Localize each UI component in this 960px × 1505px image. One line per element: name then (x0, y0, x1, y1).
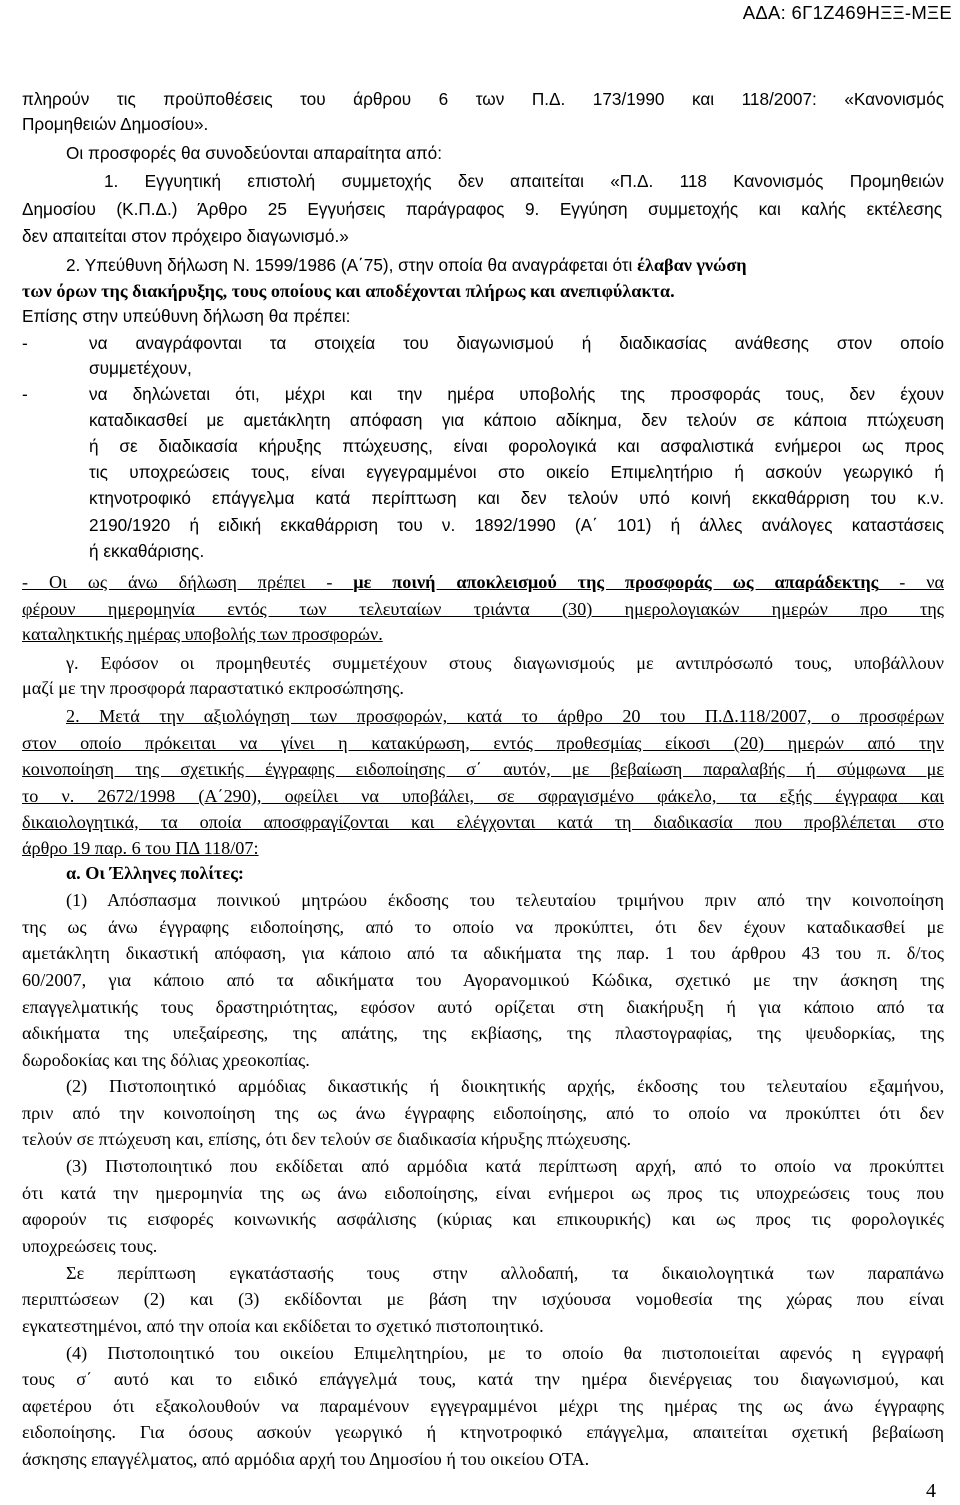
text-line: περιπτώσεων (2) και (3) εκδίδονται με βάση την ισχύουσα νομοθεσία της χώρας που είναι (22, 1289, 944, 1309)
text-line: αμετάκλητη δικαστική απόφαση, για κάποιο από τα αδικήματα της παρ. 1 του άρθρου 43 του π. δ/τος (22, 943, 944, 963)
text-line (66, 256, 747, 274)
text-line: άσκησης επαγγέλματος, από αρμόδια αρχή του Δημοσίου ή του οικείου ΟΤΑ. (22, 1449, 590, 1469)
bullet-dash: - (22, 333, 28, 353)
text-line: δεν απαιτείται στον πρόχειρο διαγωνισμό.» (22, 226, 349, 246)
underlined-line: κοινοποίηση της σχετικής έγγραφης ειδοποίησης σ΄ αυτόν, με βεβαίωση παραλαβής ή σύμφωνα με (22, 759, 944, 779)
text-line: 2190/1920 ή ειδική εκκαθάρριση του ν. 1892/1990 (Α΄ 101) ή άλλες ανάλογες καταστάσεις (89, 515, 944, 535)
underlined-line: καταληκτικής ημέρας υποβολής των προσφορών. (22, 624, 383, 644)
text-line: τις υποχρεώσεις τους, είναι εγγεγραμμένοι στο οικείο Επιμελητήριο ή ασκούν γεωργικό ή (89, 462, 944, 482)
bold-run: έλαβαν γνώση (637, 255, 747, 275)
text-line: (3) Πιστοποιητικό που εκδίδεται από αρμόδια κατά περίπτωση αρχή, από το οποίο να προκύπτει (66, 1156, 944, 1176)
text-line: πληρούν τις προϋποθέσεις του άρθρου 6 των Π.Δ. 173/1990 και 118/2007: «Κανονισμός (22, 89, 944, 109)
text-line: Σε περίπτωση εγκατάστασής τους στην αλλοδαπή, τα δικαιολογητικά των παραπάνω (66, 1263, 944, 1283)
text-line: Επίσης στην υπεύθυνη δήλωση θα πρέπει: (22, 306, 351, 326)
page-number: 4 (926, 1480, 936, 1502)
text-line: δωροδοκίας και της δόλιας χρεοκοπίας. (22, 1050, 310, 1070)
text-line: ή σε διαδικασία κήρυξης πτώχευσης, είναι φορολογικά και ασφαλιστικά ενήμεροι ως προς (89, 436, 944, 456)
text-line: εγκατεστημένοι, από την οποία και εκδίδεται το σχετικό πιστοποιητικό. (22, 1316, 544, 1336)
text-line: αδικήματα της υπεξαίρεσης, της απάτης, της εκβίασης, της πλαστογραφίας, της ψευδορκίας, της (22, 1023, 944, 1043)
text-line: (1) Απόσπασμα ποινικού μητρώου έκδοσης του τελευταίου τριμήνου πριν από την κοινοποίηση (66, 890, 944, 910)
text-line: της ως άνω έγγραφης ειδοποίησης, από το οποίο να προκύπτει, ότι δεν έχουν καταδικασθεί με (22, 917, 944, 937)
bold-run: με ποινή αποκλεισμού της προσφοράς ως απαράδεκτης (353, 572, 879, 592)
underlined-line: στον οποίο πρόκειται να γίνει η κατακύρωση, εντός προθεσμίας είκοσι (20) ημερών από την (22, 733, 944, 753)
underlined-line: άρθρο 19 παρ. 6 του ΠΔ 118/07: (22, 838, 259, 858)
underlined-line: το ν. 2672/1998 (Α΄290), οφείλει να υποβάλει, σε σφραγισμένο φάκελο, τα εξής έγγραφα και (22, 786, 944, 806)
bullet-dash: - (22, 384, 28, 404)
text-line: κτηνοτροφικό επάγγελμα κατά περίπτωση και δεν τελούν υπό κοινή εκκαθάρριση του κ.ν. (89, 488, 944, 508)
text-line: ειδοποίησης. Για όσους ασκούν γεωργικό ή κτηνοτροφικό επάγγελμα, απαιτείται σχετική βεβαίωση (22, 1422, 944, 1442)
text-line: Δημοσίου (Κ.Π.Δ.) Άρθρο 25 Εγγυήσεις παράγραφος 9. Εγγύηση συμμετοχής και καλής εκτέλεσης (22, 199, 942, 219)
text-line: (4) Πιστοποιητικό του οικείου Επιμελητηρίου, με το οποίο θα πιστοποιείται αφενός η εγγραφή (66, 1343, 944, 1363)
text-line: να αναγράφονται τα στοιχεία του διαγωνισμού ή διαδικασίας ανάθεσης στον οποίο (89, 333, 944, 353)
text-line: γ. Εφόσον οι προμηθευτές συμμετέχουν στους διαγωνισμούς με αντιπρόσωπό τους, υποβάλλουν (66, 653, 944, 673)
underlined-line: φέρουν ημερομηνία εντός των τελευταίων τριάντα (30) ημερολογιακών ημερών προ της (22, 599, 944, 619)
text-line: συμμετέχουν, (89, 358, 192, 378)
text-line: καταδικασθεί με αμετάκλητη απόφαση για κάποιο αδίκημα, δεν τελούν σε κάποια πτώχευση (89, 410, 944, 430)
text-line: 1. Εγγυητική επιστολή συμμετοχής δεν απαιτείται «Π.Δ. 118 Κανονισμός Προμηθειών (104, 171, 944, 191)
text-line: τελούν σε πτώχευση και, επίσης, ότι δεν τελούν σε διαδικασία κήρυξης πτώχευσης. (22, 1129, 632, 1149)
text-line: υποχρεώσεις τους. (22, 1236, 158, 1256)
text-run: - Οι ως άνω δήλωση πρέπει - (22, 572, 354, 592)
text-line: 60/2007, για κάποιο από τα αδικήματα του Αγορανομικού Κώδικα, σχετικό με την άσκηση της (22, 970, 944, 990)
text-line: ή εκκαθάρισης. (89, 541, 205, 561)
bold-line: των όρων της διακήρυξης, τους οποίους και αποδέχονται πλήρως και ανεπιφύλακτα. (22, 281, 675, 301)
section-heading: α. Οι Έλληνες πολίτες: (66, 863, 244, 883)
text-line: πριν από την κοινοποίηση της ως άνω έγγραφης ειδοποίησης, από το οποίο να προκύπτει ότι δεν (22, 1103, 944, 1123)
text-line: (2) Πιστοποιητικό αρμόδιας δικαστικής ή διοικητικής αρχής, έκδοσης του τελευταίου εξαμήνου, (66, 1076, 944, 1096)
text-run: 2. Υπεύθυνη δήλωση Ν. 1599/1986 (Α΄75), στην οποία θα αναγράφεται ότι (66, 255, 633, 275)
text-line: τους σ΄ αυτό και το ειδικό επάγγελμά τους, κατά την ημέρα διενέργειας του διαγωνισμού, και (22, 1369, 944, 1389)
text-line: Προμηθειών Δημοσίου». (22, 114, 209, 134)
text-line: αφορούν τις εισφορές κοινωνικής ασφάλισης (κύριας και επικουρικής) και ως προς τις φορολογικές (22, 1209, 944, 1229)
underlined-line (22, 573, 944, 591)
text-line: επαγγελματικής τους δραστηριότητας, εφόσον αυτό ορίζεται στη διακήρυξη ή για κάποιο από τα (22, 997, 944, 1017)
ada-code: ΑΔΑ: 6Γ1Ζ469ΗΞΞ-ΜΞΕ (742, 2, 952, 23)
text-line: μαζί με την προσφορά παραστατικό εκπροσώπησης. (22, 678, 404, 698)
text-line: Οι προσφορές θα συνοδεύονται απαραίτητα από: (66, 143, 443, 163)
text-line: αφετέρου ότι εξακολουθούν να παραμένουν εγγεγραμμένοι μέχρι της ημέρας της ως άνω έγγραφης (22, 1396, 944, 1416)
text-line: ότι κατά την ημερομηνία της ως άνω ειδοποίησης, είναι ενήμεροι ως προς τις υποχρεώσεις τους που (22, 1183, 944, 1203)
text-run: - να (878, 572, 944, 592)
underlined-line: 2. Μετά την αξιολόγηση των προσφορών, κατά το άρθρο 20 του Π.Δ.118/2007, ο προσφέρων (66, 706, 944, 726)
text-line: να δηλώνεται ότι, μέχρι και την ημέρα υποβολής της προσφοράς τους, δεν έχουν (89, 384, 944, 404)
underlined-line: δικαιολογητικά, τα οποία αποσφραγίζονται και ελέγχονται κατά τη διαδικασία που προβλέπεται στο (22, 812, 944, 832)
